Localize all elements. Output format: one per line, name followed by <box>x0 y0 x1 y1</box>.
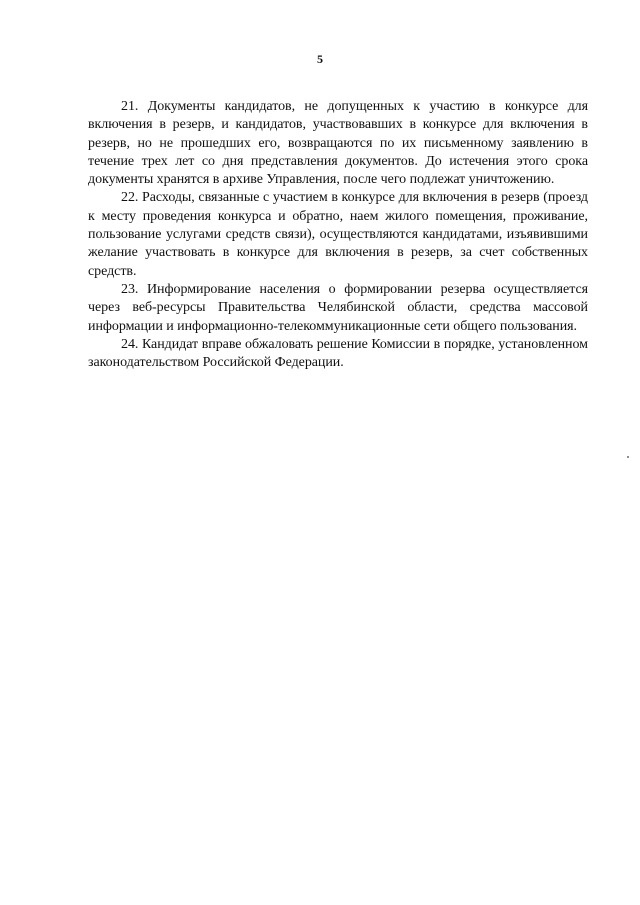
paragraph-21: 21. Документы кандидатов, не допущенных к участию в конкурсе для включения в резерв, и кандидатов, участвовавших в конкурсе для включения в резерв, но не прошедших его, возвращаются по их письменному заявлению в течение трех лет со дня представления документов. До истечения этого срока документы хранятся в архиве Управления, после чего подлежат уничтожению. <box>88 99 588 188</box>
document-body <box>88 98 588 372</box>
page-number: 5 <box>317 52 323 66</box>
paragraph-23: 23. Информирование населения о формировании резерва осуществляется через веб-ресурсы Правительства Челябинской области, средства массовой информации и информационно-телекоммуникационные сети общего пользования. <box>88 281 588 334</box>
scan-speck <box>627 456 629 458</box>
paragraph-24: 24. Кандидат вправе обжаловать решение Комиссии в порядке, установленном законодательством Российской Федерации. <box>88 336 588 371</box>
paragraph-22: 22. Расходы, связанные с участием в конкурсе для включения в резерв (проезд к месту проведения конкурса и обратно, наем жилого помещения, проживание, пользование услугами средств связи), осуществляются кандидатами, изъявившими желание участвовать в конкурсе для включения в резерв, за счет собственных средств. <box>88 190 588 279</box>
